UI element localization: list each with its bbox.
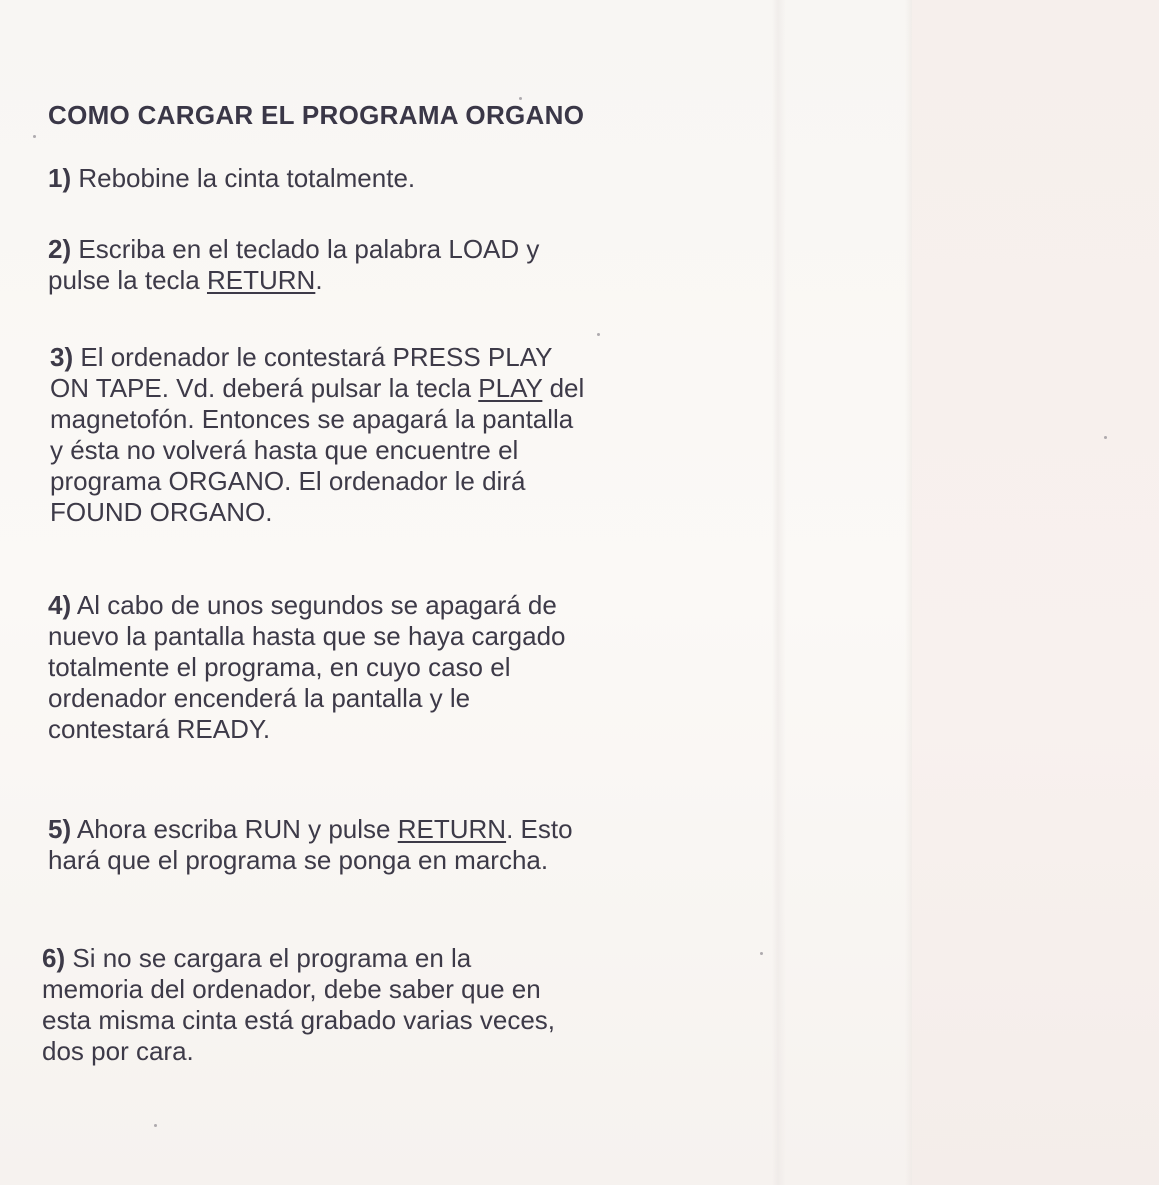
step-4 [48,590,566,745]
step-number: 3) [50,342,74,372]
step-line [78,163,415,193]
step-text: Escriba en el teclado la palabra LOAD y [78,234,540,264]
step-text: contestará READY. [48,714,271,744]
step-3 [50,342,584,528]
step-2 [48,234,539,296]
step-line [48,845,548,875]
step-line [42,974,541,1004]
paper-speck [33,135,36,138]
step-line [80,342,552,372]
paper-speck [519,97,522,100]
step-text: nuevo la pantalla hasta que se haya cargado [48,621,566,651]
document-title: COMO CARGAR EL PROGRAMA ORGANO [48,100,585,130]
step-line [72,943,471,973]
step-text: El ordenador le contestará PRESS PLAY [80,342,553,372]
step-line [48,683,470,713]
key-name-underlined: RETURN [206,265,316,295]
step-text: pulse la tecla [48,265,207,295]
step-text: ON TAPE. Vd. deberá pulsar la tecla [50,373,479,403]
paper-speck [154,1124,157,1127]
step-line [48,265,323,295]
paper-fold-panel [912,0,1159,1185]
step-5 [48,814,573,876]
step-line [50,497,272,527]
step-line [50,466,525,496]
key-name-underlined: RETURN [397,814,507,844]
step-6 [42,943,555,1067]
step-text: FOUND ORGANO. [50,497,273,527]
paper-speck [597,333,600,336]
step-line [42,1036,194,1066]
paper-speck [760,952,763,955]
step-line [48,621,566,651]
paper-speck [1104,436,1107,439]
step-text: totalmente el programa, en cuyo caso el [48,652,511,682]
step-text: Ahora escriba RUN y pulse [76,814,398,844]
step-number: 1) [48,163,72,193]
step-line [50,373,584,403]
step-text: memoria del ordenador, debe saber que en [42,974,541,1004]
step-number: 4) [48,590,72,620]
step-text: Si no se cargara el programa en la [72,943,472,973]
step-1 [48,163,415,194]
step-line [50,435,518,465]
step-line [78,234,539,264]
step-text: dos por cara. [42,1036,194,1066]
step-text: del [542,373,585,403]
step-text: hará que el programa se ponga en marcha. [48,845,549,875]
step-line [48,714,270,744]
step-text: . Esto [506,814,573,844]
key-name-underlined: PLAY [478,373,543,403]
step-line [77,590,557,620]
step-text: . [315,265,323,295]
step-text: magnetofón. Entonces se apagará la pantalla [50,404,574,434]
step-number: 6) [42,943,66,973]
step-number: 2) [48,234,72,264]
step-text: programa ORGANO. El ordenador le dirá [50,466,526,496]
step-line [42,1005,555,1035]
step-line [50,404,573,434]
step-number: 5) [48,814,72,844]
step-text: Al cabo de unos segundos se apagará de [76,590,557,620]
step-text: esta misma cinta está grabado varias veces, [42,1005,556,1035]
step-line [77,814,573,844]
step-text: Rebobine la cinta totalmente. [78,163,416,193]
step-line [48,652,510,682]
step-text: ordenador encenderá la pantalla y le [48,683,471,713]
step-text: y ésta no volverá hasta que encuentre el [50,435,519,465]
